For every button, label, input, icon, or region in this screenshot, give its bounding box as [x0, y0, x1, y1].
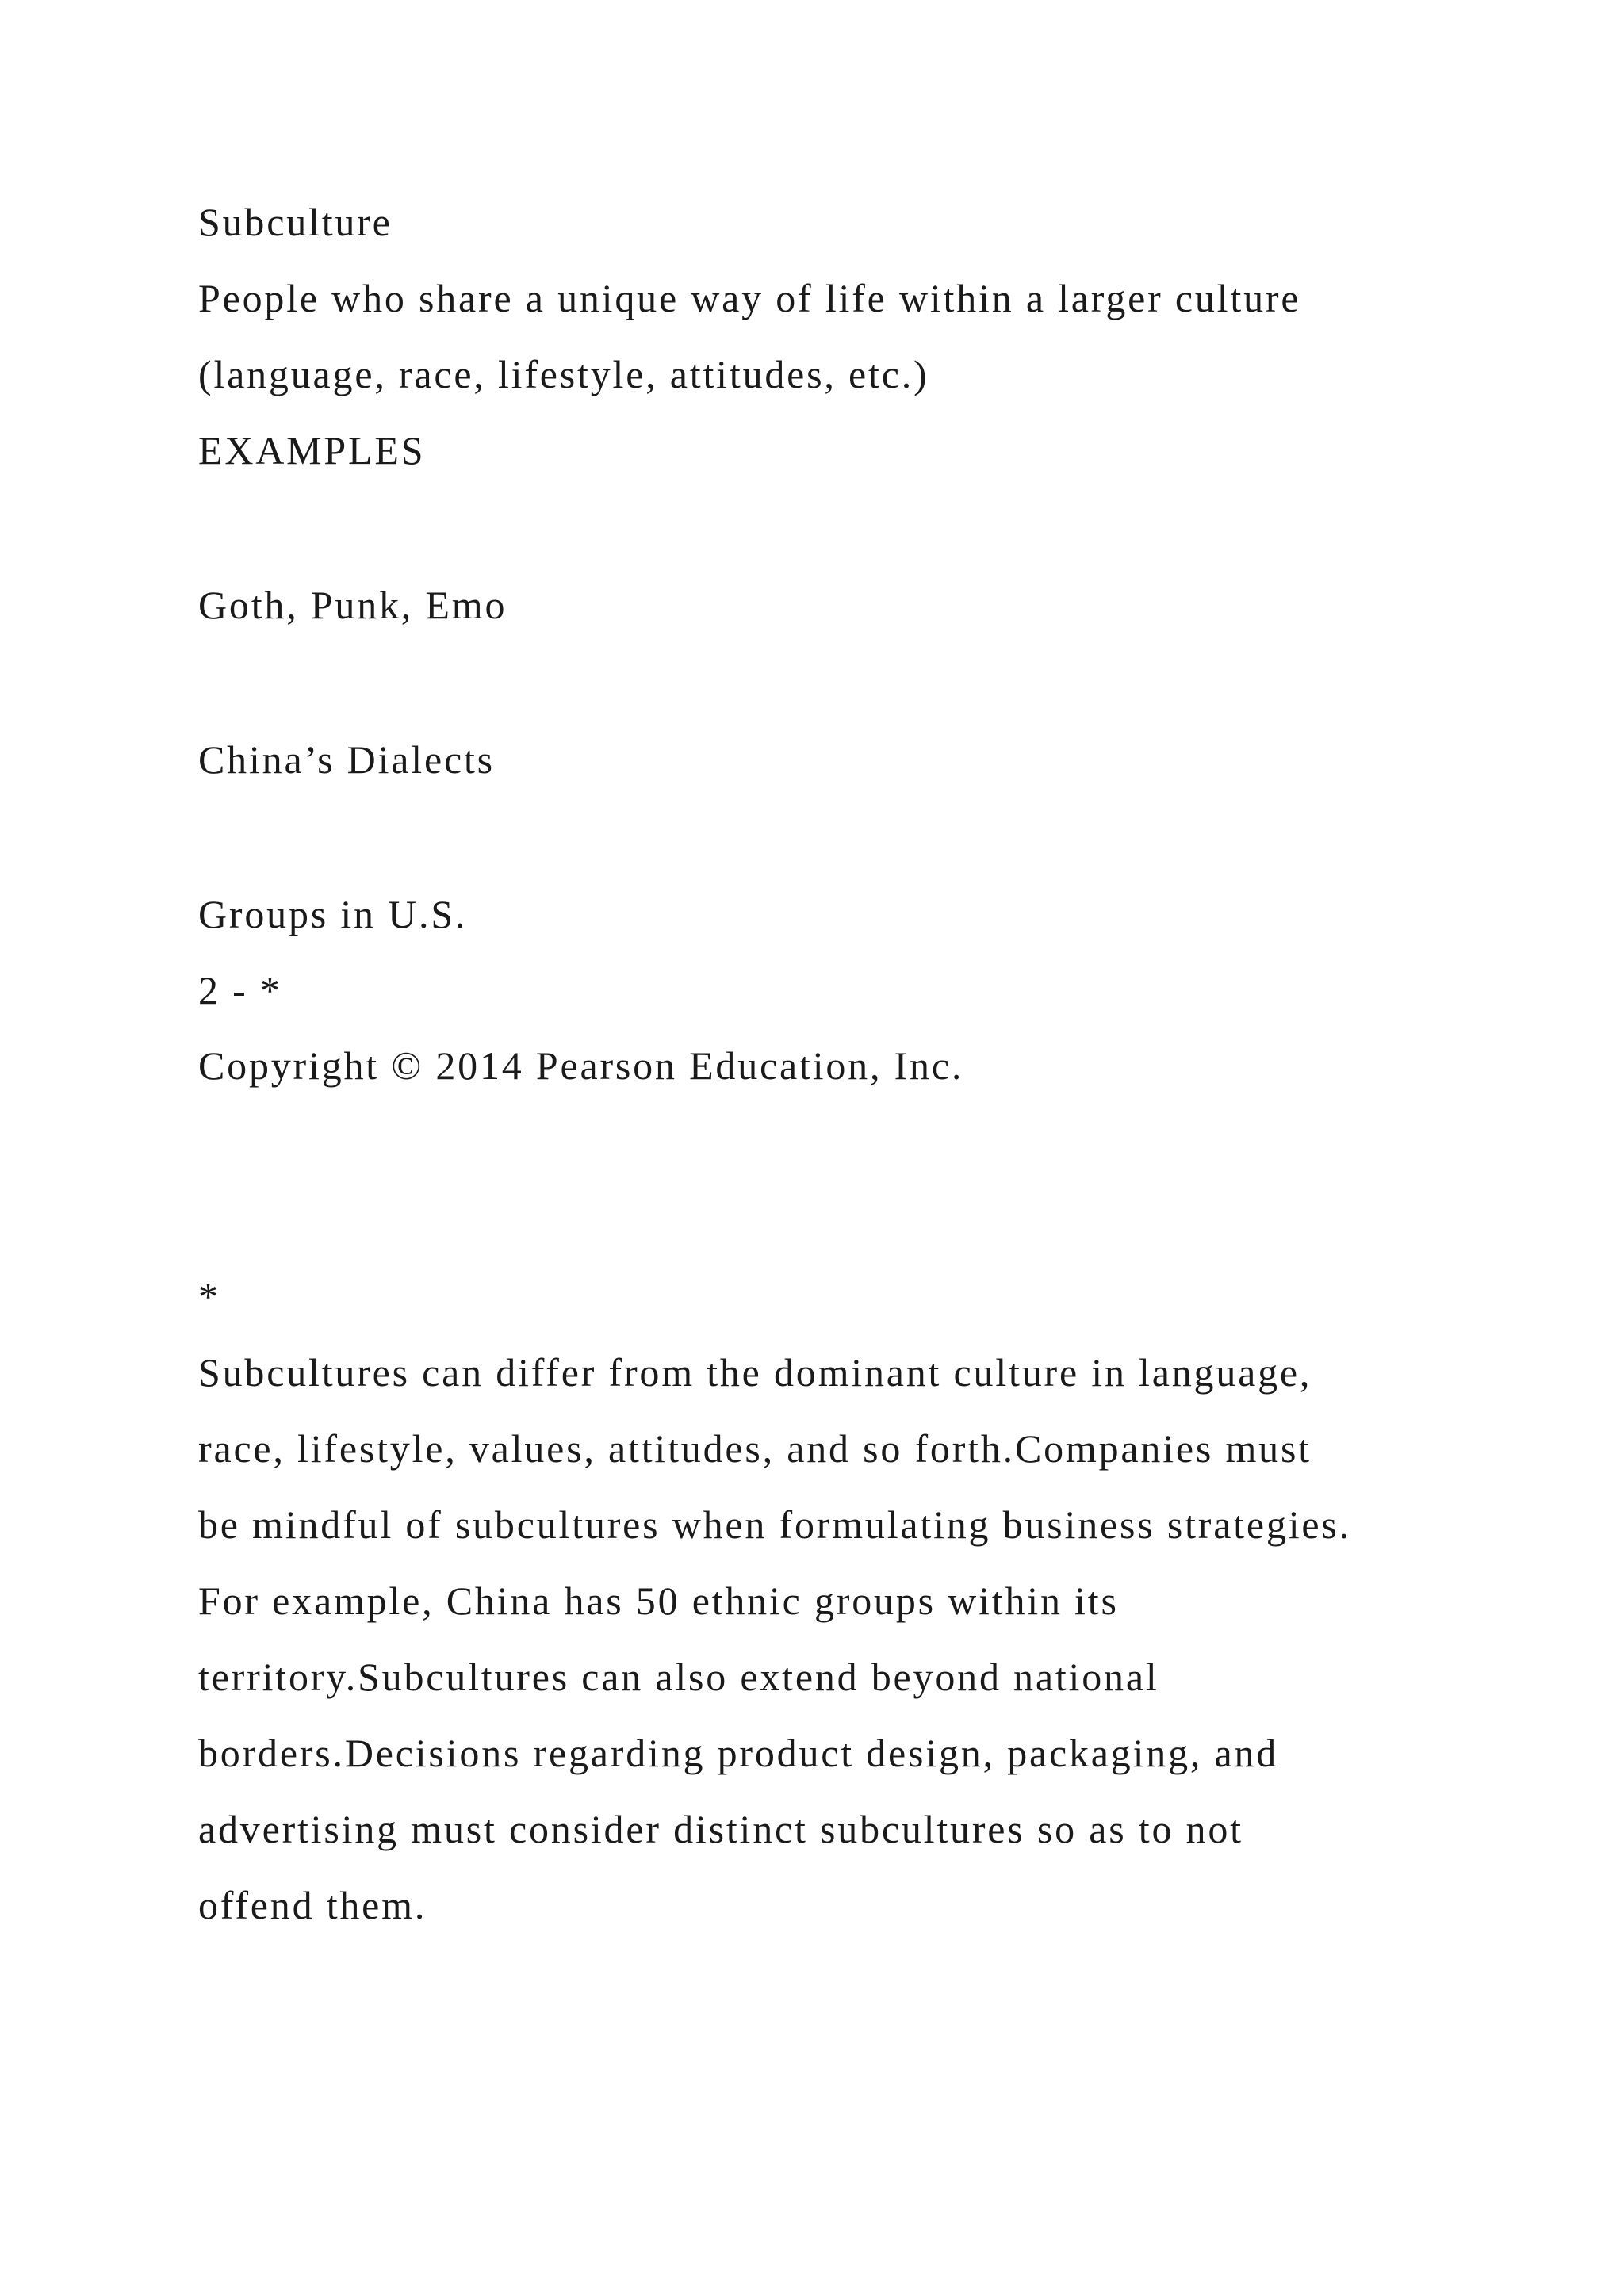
- definition-line: (language, race, lifestyle, attitudes, etc.): [198, 352, 929, 396]
- notes-line: advertising must consider distinct subcultures so as to not: [198, 1807, 1243, 1851]
- slide-number: 2 - *: [198, 968, 282, 1012]
- copyright-notice: Copyright © 2014 Pearson Education, Inc.: [198, 1043, 964, 1088]
- examples-heading: EXAMPLES: [198, 428, 426, 473]
- notes-line: territory.Subcultures can also extend beyond national: [198, 1655, 1159, 1699]
- notes-line: For example, China has 50 ethnic groups within its: [198, 1578, 1119, 1623]
- example-item: Goth, Punk, Emo: [198, 583, 508, 627]
- example-item: Groups in U.S.: [198, 892, 468, 936]
- notes-marker: *: [198, 1274, 220, 1318]
- notes-line: Subcultures can differ from the dominant culture in language,: [198, 1350, 1312, 1395]
- example-item: China’s Dialects: [198, 737, 495, 782]
- slide-title: Subculture: [198, 200, 393, 244]
- notes-line: offend them.: [198, 1883, 427, 1927]
- notes-line: borders.Decisions regarding product design, packaging, and: [198, 1731, 1279, 1775]
- notes-line: race, lifestyle, values, attitudes, and so forth.Companies must: [198, 1426, 1312, 1471]
- notes-line: be mindful of subcultures when formulating business strategies.: [198, 1502, 1351, 1547]
- definition-line: People who share a unique way of life within a larger culture: [198, 276, 1301, 320]
